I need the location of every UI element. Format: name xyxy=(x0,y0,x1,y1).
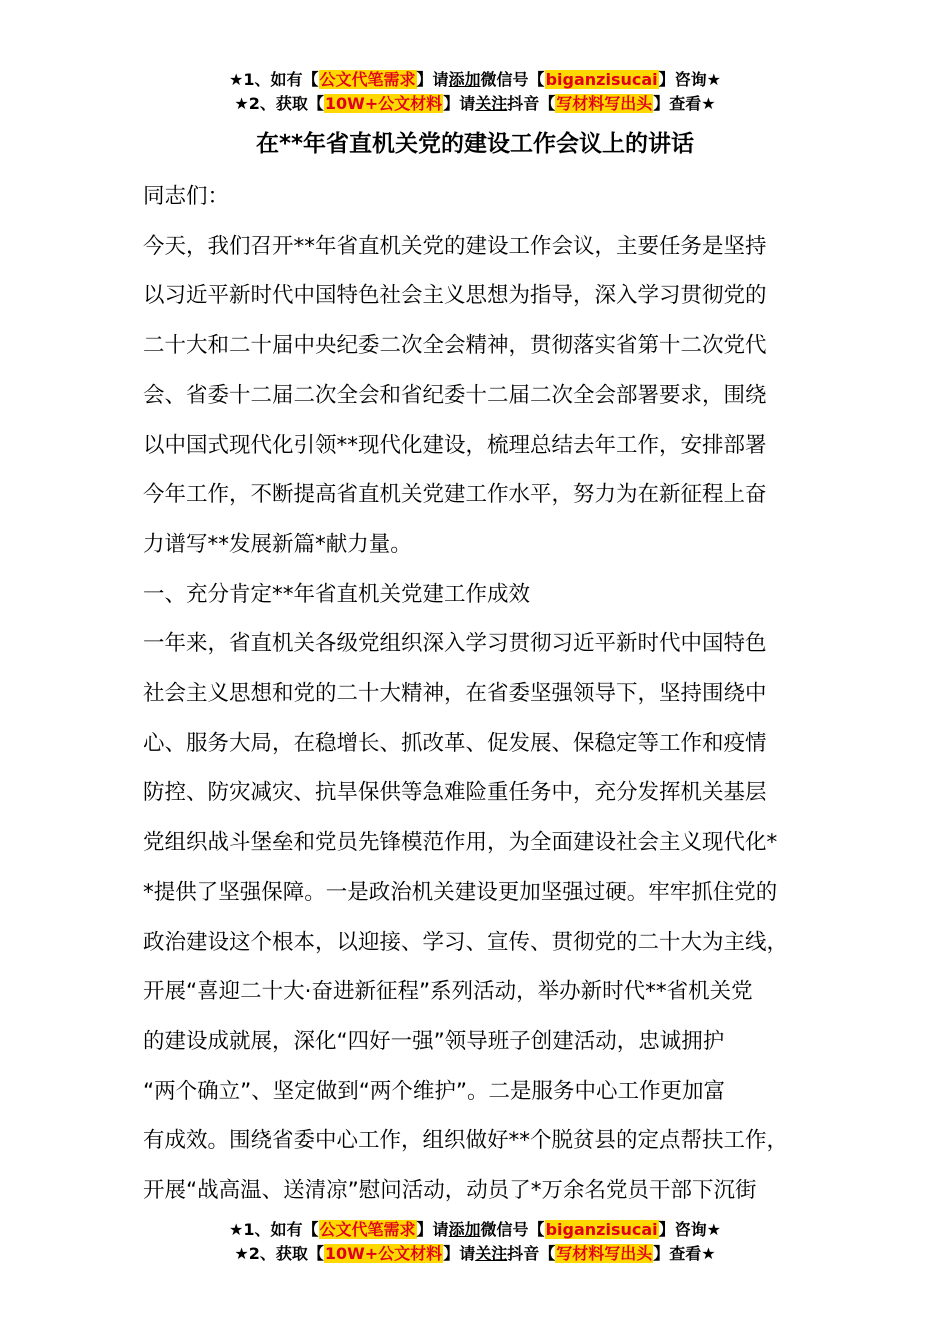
body-line: 的建设成就展，深化“四好一强”领导班子创建活动，忠诚拥护 xyxy=(143,1028,725,1054)
promo-underlined: 关注 xyxy=(475,1244,508,1263)
promo-text: 2、获取【 xyxy=(248,1244,324,1263)
body-line: 二十大和二十届中央纪委二次全会精神，贯彻落实省第十二次党代 xyxy=(143,333,767,359)
body-line: 社会主义思想和党的二十大精神，在省委坚强领导下，坚持围绕中 xyxy=(143,681,767,707)
promo-highlight: biganzisucai xyxy=(545,1220,658,1239)
document-title: 在**年省直机关党的建设工作会议上的讲话 xyxy=(255,131,695,157)
promo-text: 微信号【 xyxy=(480,70,545,89)
body-line: 有成效。围绕省委中心工作，组织做好**个脱贫县的定点帮扶工作， xyxy=(143,1128,789,1154)
promo-highlight: 公文代笔需求 xyxy=(319,1220,416,1239)
body-line: 政治建设这个根本，以迎接、学习、宣传、贯彻党的二十大为主线， xyxy=(143,929,789,955)
body-line: 力谱写**发展新篇*献力量。 xyxy=(143,531,412,557)
promo-text: 1、如有【 xyxy=(243,1220,319,1239)
promo-banner-bottom xyxy=(0,1218,950,1266)
body-line: 以中国式现代化引领**现代化建设，梳理总结去年工作，安排部署 xyxy=(143,432,767,458)
promo-highlight: 10W+公文材料 xyxy=(324,94,443,113)
promo-text: 】咨询★ xyxy=(658,70,721,89)
body-line: 防控、防灾减灾、抗旱保供等急难险重任务中，充分发挥机关基层 xyxy=(143,780,767,806)
promo-underlined: 关注 xyxy=(475,94,508,113)
promo-line-1 xyxy=(0,68,950,92)
promo-text: 】请 xyxy=(443,1244,476,1263)
promo-text: 】查看★ xyxy=(653,94,716,113)
promo-text: 微信号【 xyxy=(480,1220,545,1239)
promo-highlight: biganzisucai xyxy=(545,70,658,89)
body-line: 今年工作，不断提高省直机关党建工作水平，努力为在新征程上奋 xyxy=(143,482,767,508)
body-line: 党组织战斗堡垒和党员先锋模范作用，为全面建设社会主义现代化* xyxy=(143,830,778,856)
promo-text: 抖音【 xyxy=(507,94,556,113)
body-line: 同志们： xyxy=(143,184,230,209)
promo-text: 】请 xyxy=(416,70,449,89)
promo-text: 抖音【 xyxy=(507,1244,556,1263)
promo-line-2 xyxy=(0,92,950,116)
promo-line-2 xyxy=(0,1242,950,1266)
star-icon: ★ xyxy=(234,94,249,113)
promo-underlined: 添加 xyxy=(448,1220,481,1239)
body-line: 心、服务大局，在稳增长、抓改革、促发展、保稳定等工作和疫情 xyxy=(143,730,767,756)
star-icon: ★ xyxy=(234,1244,249,1263)
promo-text: 】查看★ xyxy=(653,1244,716,1263)
document-body xyxy=(143,172,813,1216)
promo-highlight: 公文代笔需求 xyxy=(319,70,416,89)
promo-text: 】请 xyxy=(443,94,476,113)
promo-underlined: 添加 xyxy=(448,70,481,89)
star-icon: ★ xyxy=(229,70,244,89)
body-line: 以习近平新时代中国特色社会主义思想为指导，深入学习贯彻党的 xyxy=(143,283,767,309)
star-icon: ★ xyxy=(229,1220,244,1239)
body-line: 今天，我们召开**年省直机关党的建设工作会议，主要任务是坚持 xyxy=(143,233,767,259)
body-line: *提供了坚强保障。一是政治机关建设更加坚强过硬。牢牢抓住党的 xyxy=(143,879,778,905)
promo-highlight: 写材料写出头 xyxy=(556,1244,653,1263)
body-line: 一、充分肯定**年省直机关党建工作成效 xyxy=(143,581,531,607)
promo-highlight: 10W+公文材料 xyxy=(324,1244,443,1263)
body-line: 会、省委十二届二次全会和省纪委十二届二次全会部署要求，围绕 xyxy=(143,382,767,408)
promo-line-1 xyxy=(0,1218,950,1242)
body-line: 一年来，省直机关各级党组织深入学习贯彻习近平新时代中国特色 xyxy=(143,631,767,657)
promo-text: 1、如有【 xyxy=(243,70,319,89)
body-line: 开展“战高温、送清凉”慰问活动，动员了*万余名党员干部下沉街 xyxy=(143,1178,757,1204)
promo-text: 2、获取【 xyxy=(248,94,324,113)
promo-highlight: 写材料写出头 xyxy=(556,94,653,113)
promo-text: 】咨询★ xyxy=(658,1220,721,1239)
promo-banner-top xyxy=(0,68,950,116)
promo-text: 】请 xyxy=(416,1220,449,1239)
body-line: 开展“喜迎二十大·奋进新征程”系列活动，举办新时代**省机关党 xyxy=(143,979,753,1005)
body-line: “两个确立”、坚定做到“两个维护”。二是服务中心工作更加富 xyxy=(143,1078,726,1104)
